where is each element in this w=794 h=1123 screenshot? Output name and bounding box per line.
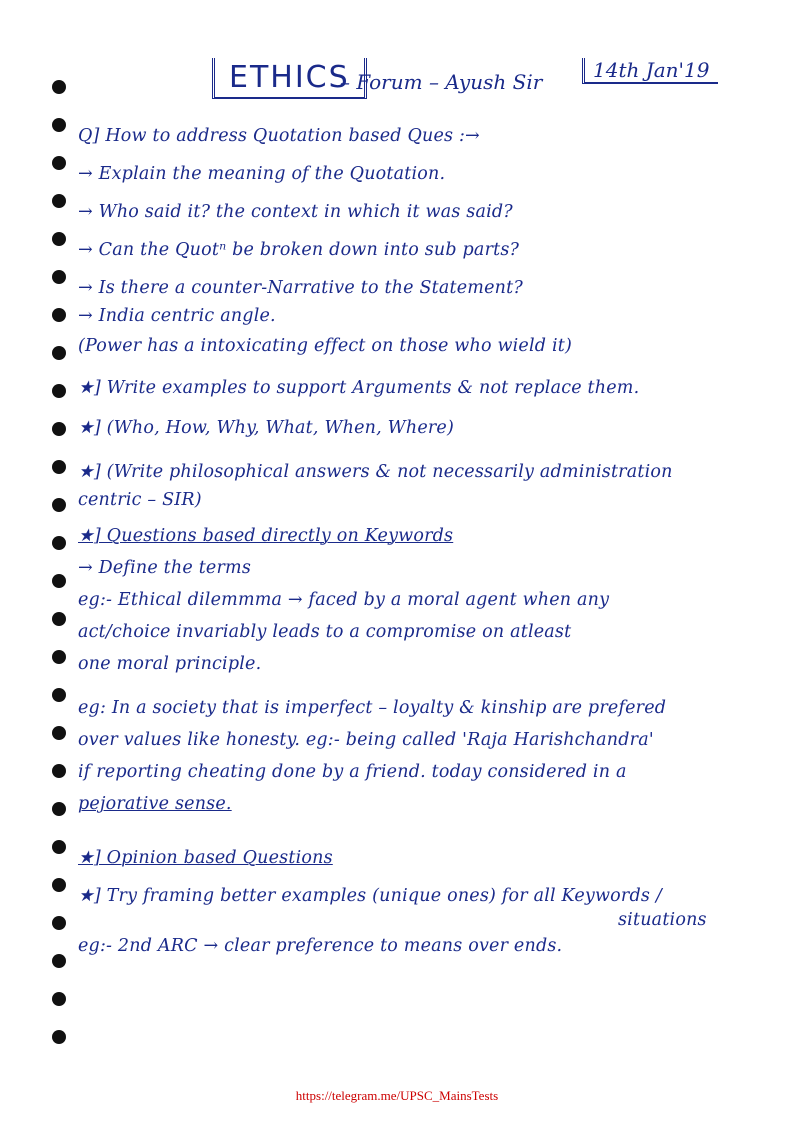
note-line: ★] (Write philosophical answers & not necessarily administration (78, 462, 673, 482)
note-line: → Explain the meaning of the Quotation. (78, 164, 446, 184)
binder-hole (52, 194, 66, 208)
note-line: eg: In a society that is imperfect – loyalty & kinship are prefered (78, 698, 667, 718)
note-line: one moral principle. (78, 654, 262, 674)
binder-hole (52, 498, 66, 512)
note-line: act/choice invariably leads to a compromise on atleast (78, 622, 572, 642)
binder-hole (52, 612, 66, 626)
page-header (0, 48, 794, 108)
binder-hole (52, 346, 66, 360)
note-line: → Who said it? the context in which it was said? (78, 202, 513, 222)
forum-label: – Forum – Ayush Sir (340, 70, 543, 94)
note-line: eg:- 2nd ARC → clear preference to means over ends. (78, 936, 563, 956)
note-line: pejorative sense. (78, 794, 232, 814)
note-line: → Define the terms (78, 558, 252, 578)
binder-hole (52, 840, 66, 854)
binder-hole (52, 574, 66, 588)
note-line: situations (618, 910, 707, 930)
note-line: ★] Opinion based Questions (78, 848, 333, 868)
binder-hole (52, 308, 66, 322)
binder-hole (52, 422, 66, 436)
note-line: → Is there a counter-Narrative to the Statement? (78, 278, 523, 298)
note-line: centric – SIR) (78, 490, 202, 510)
note-line: ★] (Who, How, Why, What, When, Where) (78, 418, 455, 438)
binder-hole (52, 992, 66, 1006)
binder-hole (52, 1030, 66, 1044)
binder-hole (52, 118, 66, 132)
binder-hole (52, 688, 66, 702)
note-line: → India centric angle. (78, 306, 276, 326)
date-label: 14th Jan'19 (582, 58, 718, 84)
note-line: Q] How to address Quotation based Ques :→ (78, 126, 480, 146)
binder-hole (52, 270, 66, 284)
binder-hole (52, 232, 66, 246)
binder-hole (52, 916, 66, 930)
telegram-link[interactable]: https://telegram.me/UPSC_MainsTests (295, 1088, 499, 1103)
note-line: ★] Questions based directly on Keywords (78, 526, 454, 546)
binder-hole (52, 384, 66, 398)
binder-hole (52, 650, 66, 664)
note-line: over values like honesty. eg:- being called 'Raja Harishchandra' (78, 730, 654, 750)
note-line: eg:- Ethical dilemmma → faced by a moral agent when any (78, 590, 610, 610)
note-line: ★] Write examples to support Arguments & not replace them. (78, 378, 640, 398)
binder-hole (52, 156, 66, 170)
binder-hole (52, 726, 66, 740)
page-title: ETHICS (212, 58, 367, 99)
binder-hole (52, 764, 66, 778)
binder-hole (52, 878, 66, 892)
note-line: → Can the Quotⁿ be broken down into sub parts? (78, 240, 520, 260)
note-line: if reporting cheating done by a friend. today considered in a (78, 762, 627, 782)
binder-hole (52, 802, 66, 816)
binder-hole (52, 536, 66, 550)
note-line: ★] Try framing better examples (unique ones) for all Keywords / (78, 886, 662, 906)
binder-holes (52, 80, 72, 1060)
binder-hole (52, 460, 66, 474)
note-line: (Power has a intoxicating effect on those who wield it) (78, 336, 573, 356)
binder-hole (52, 954, 66, 968)
